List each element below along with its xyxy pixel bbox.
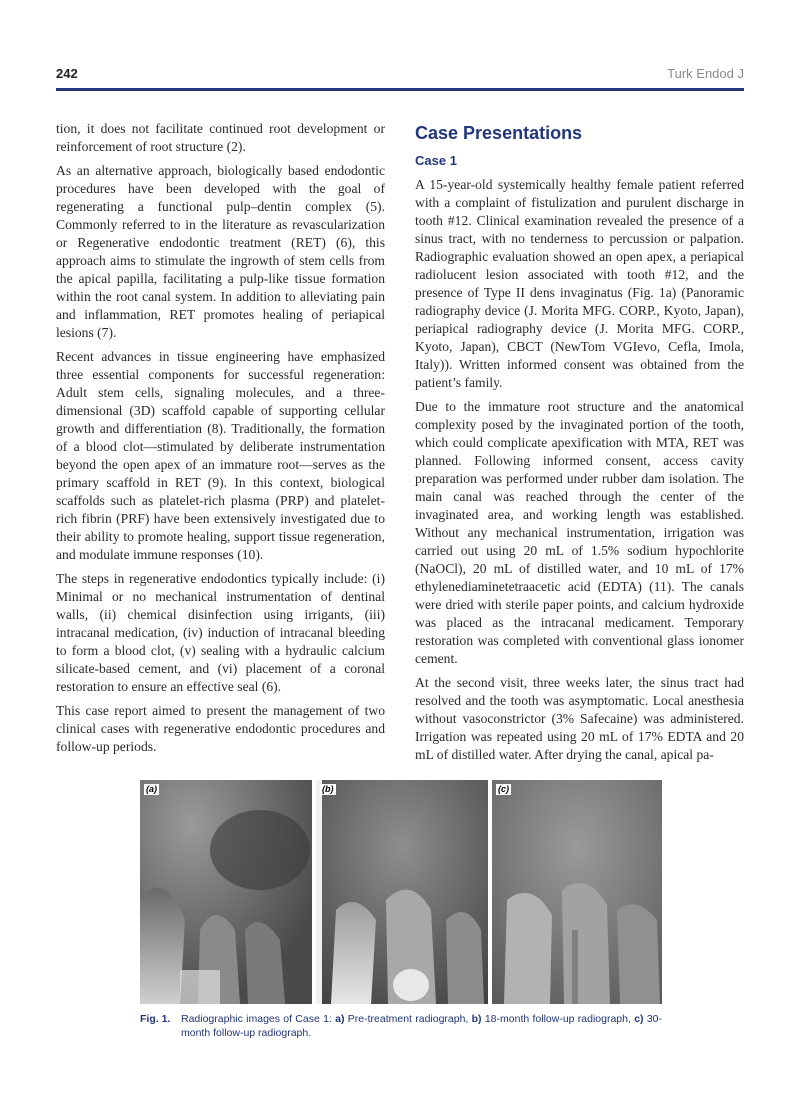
left-column	[56, 120, 385, 762]
paragraph: A 15-year-old systemically healthy female patient referred with a complaint of fistulization and purulent discharge in tooth #12. Clinical examination revealed the presence of a sinus tract, with no tenderness to percussion or palpation. Radiographic evaluation showed an open apex, a periapical radiolucent lesion associated with tooth #12, and the presence of Type II dens invaginatus (Fig. 1a) (Panoramic radiography device (J. Morita MFG. CORP., Kyoto, Japan), periapical radiography device (J. Morita MFG. CORP., Kyoto, Japan), CBCT (NewTom VGIevo, Cefla, Imola, Italy)). Written informed consent was obtained from the patient’s family.	[415, 177, 744, 390]
page-header	[56, 66, 744, 88]
radiograph-image-b	[316, 780, 488, 1004]
radiograph-image-a	[140, 780, 312, 1004]
paragraph: As an alternative approach, biologically based endodontic procedures have been developed with the goal of regenerating a functional pulp–dentin complex (5). Commonly referred to in the literature as revascularization or Regenerative endodontic treatment (RET) (6), this approach aims to stimulate the ingrowth of stem cells from the apical papilla, facilitating a pulp-like tissue formation within the root canal system. In addition to alleviating pain and inflammation, RET promotes healing of periapical lesions (7).	[56, 163, 385, 340]
paragraph: At the second visit, three weeks later, the sinus tract had resolved and the tooth was asymptomatic. Local anesthesia without vasoconstrictor (3% Safecaine) was administered. Irrigation was repeated using 20 mL of 17% EDTA and 20 mL of distilled water. After drying the canal, apical pa-	[415, 675, 744, 762]
caption-item-b: 18-month follow-up radiograph,	[484, 1013, 631, 1025]
caption-intro: Radiographic images of Case 1:	[181, 1013, 332, 1025]
radiograph-image-c	[492, 780, 662, 1004]
panel-label-c: (c)	[498, 784, 509, 794]
panel-label-b: (b)	[322, 784, 334, 794]
paragraph: This case report aimed to present the management of two clinical cases with regenerative endodontic procedures and follow-up periods.	[56, 703, 385, 754]
page-number: 242	[56, 66, 78, 81]
paragraph: Due to the immature root structure and the anatomical complexity posed by the invaginated portion of the tooth, which could complicate apexification with MTA, RET was planned. Following informed consent, access cavity preparation was performed under rubber dam isolation. The main canal was reached through the center of the invaginated area, and working length was established. Without any mechanical instrumentation, irrigation was carried out using 20 mL of 1.5% sodium hypochlorite (NaOCl), 20 mL of distilled water, and 10 mL of 17% ethylenediaminetetraacetic acid (EDTA) (11). The canals were dried with sterile paper points, and calcium hydroxide was placed as the intracanal medicament. Temporary restoration was completed with conventional glass ionomer cement.	[415, 399, 744, 666]
caption-key-b: b)	[471, 1013, 482, 1025]
journal-name: Turk Endod J	[667, 66, 744, 81]
header-rule	[56, 88, 744, 91]
panel-label-a: (a)	[146, 784, 157, 794]
radiograph-panel-a	[140, 780, 312, 1004]
paragraph: tion, it does not facilitate continued root development or reinforcement of root structure (2).	[56, 121, 385, 154]
caption-item-c: 30-month follow-up radiograph.	[181, 1013, 662, 1039]
caption-key-c: c)	[634, 1013, 644, 1025]
paragraph: Recent advances in tissue engineering have emphasized three essential components for successful regeneration: Adult stem cells, signaling molecules, and a three-dimensional (3D) scaffold capable of supporting cellular growth and differentiation (8). Traditionally, the formation of a blood clot—stimulated by deliberate instrumentation beyond the open apex of an immature root—serves as the primary scaffold in RET (9). In this context, biological scaffolds such as platelet-rich plasma (PRP) and platelet-rich fibrin (PRF) have been extensively investigated due to their ability to promote healing, support tissue regeneration, and modulate immune responses (10).	[56, 349, 385, 562]
case-title: Case 1	[415, 153, 457, 168]
caption-text	[181, 1012, 662, 1040]
paragraph: The steps in regenerative endodontics typically include: (i) Minimal or no mechanical instrumentation of dentinal walls, (ii) chemical disinfection using irrigants, (iii) intracanal medication, (iv) induction of intracanal bleeding to form a blood clot, (v) sealing with a hydraulic calcium silicate-based cement, and (vi) placement of a coronal restoration to ensure an effective seal (6).	[56, 571, 385, 694]
caption-label: Fig. 1.	[140, 1013, 171, 1025]
caption-item-a: Pre-treatment radiograph,	[347, 1013, 469, 1025]
figure-1	[140, 780, 662, 1004]
radiograph-panel-c	[492, 780, 662, 1004]
right-column	[415, 122, 744, 770]
radiograph-panel-b	[316, 780, 488, 1004]
section-title: Case Presentations	[415, 123, 583, 143]
caption-key-a: a)	[335, 1013, 345, 1025]
